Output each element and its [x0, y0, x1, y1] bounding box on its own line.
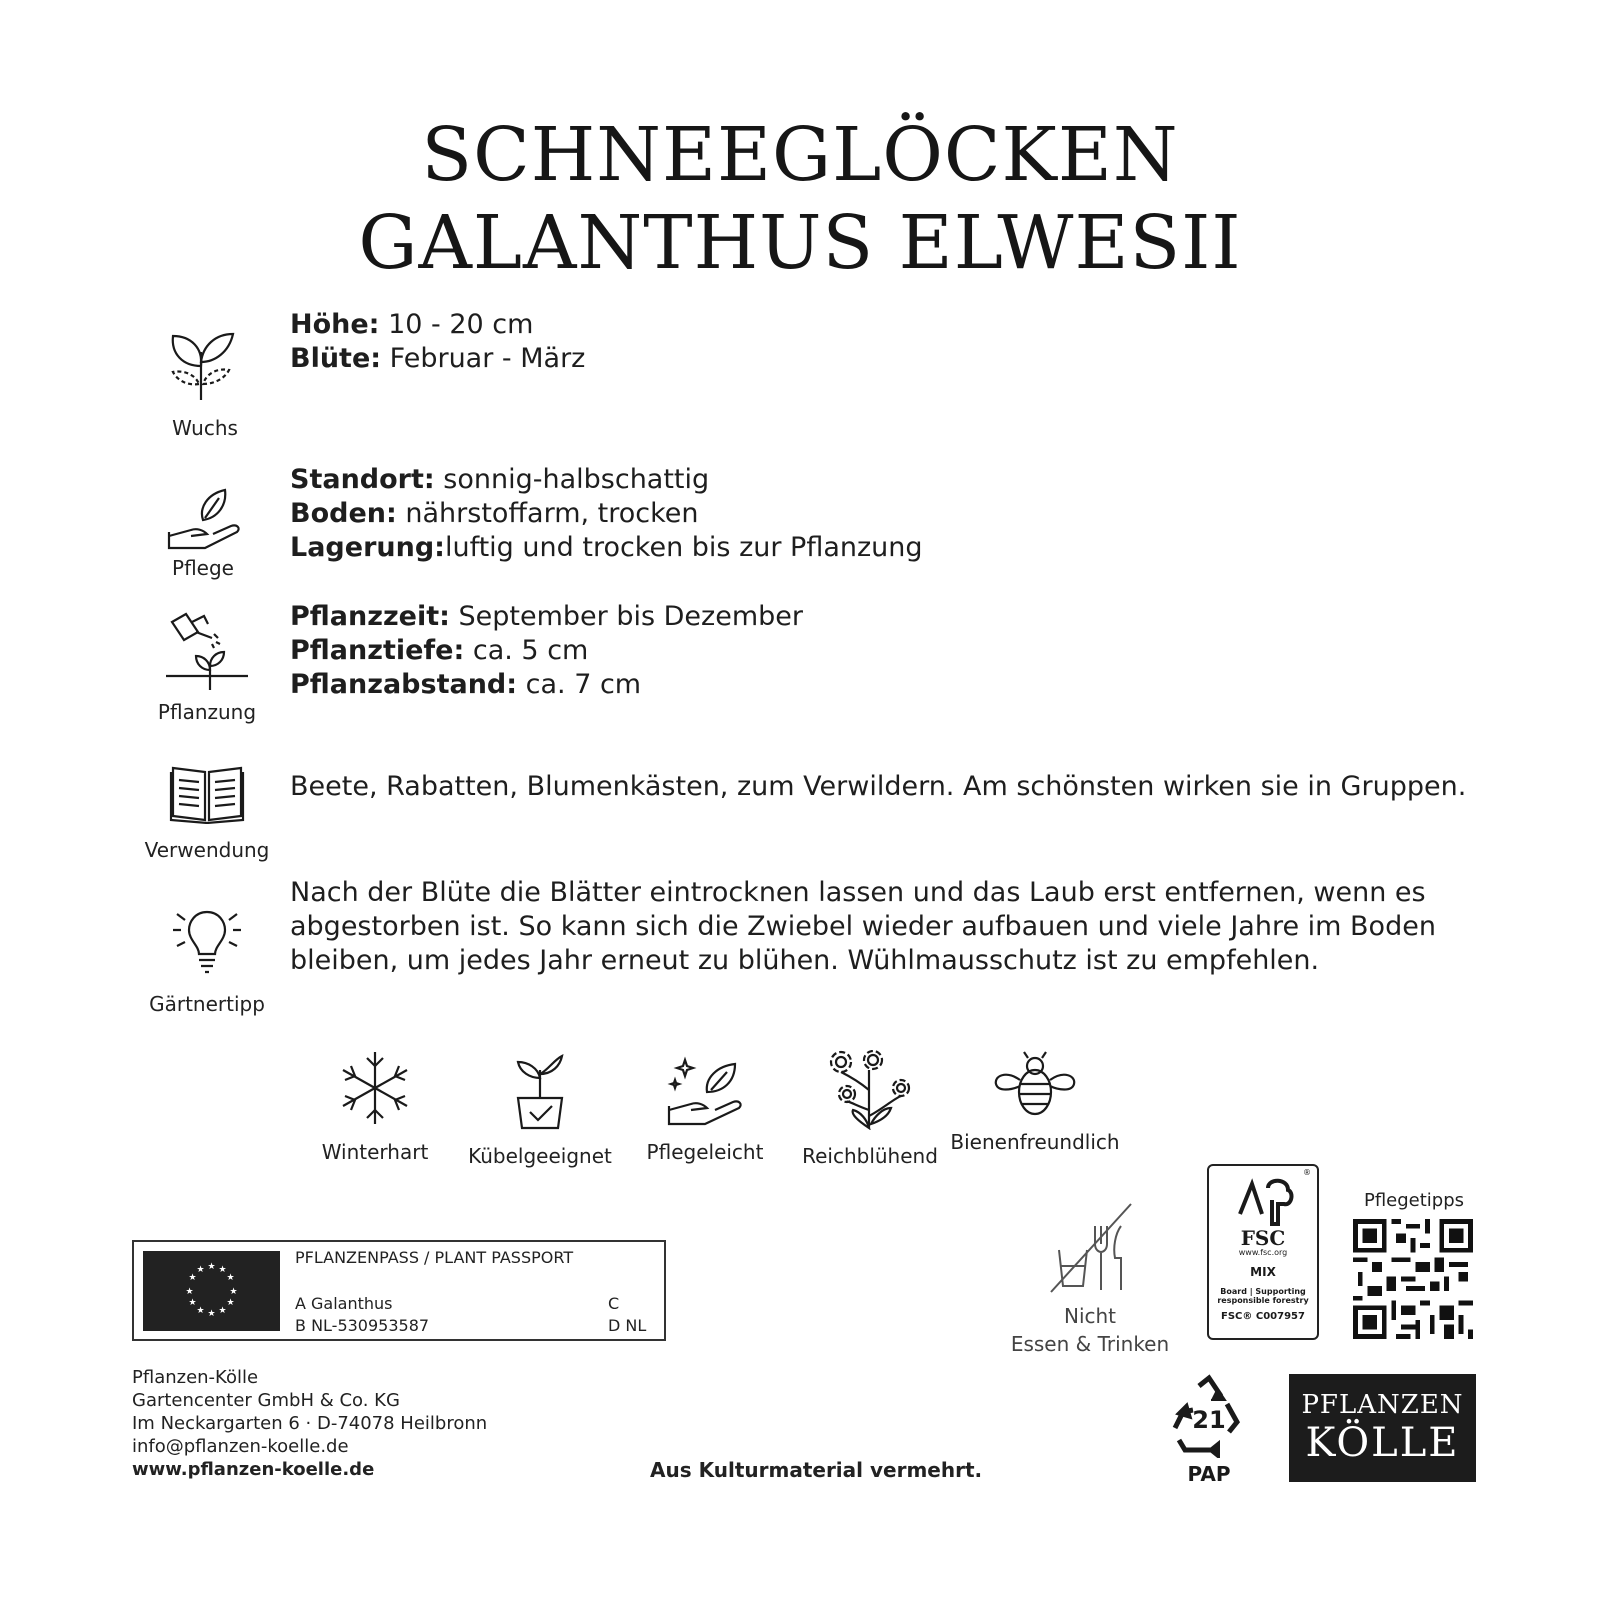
text-line: Nach der Blüte die Blätter eintrocknen lassen und das Laub erst entfernen, wenn es	[290, 877, 1426, 908]
text-line: abgestorben ist. So kann sich die Zwiebel wieder aufbauen und viele Jahre im Boden	[290, 911, 1436, 942]
info-row	[290, 308, 585, 342]
not-edible-line1: Nicht	[1063, 1304, 1117, 1328]
passport-a: A Galanthus	[295, 1294, 393, 1313]
info-key: Lagerung:	[290, 532, 445, 563]
eu-star: ★	[218, 1265, 227, 1275]
section-wuchs-icon-box	[130, 322, 280, 440]
page-title-line1: SCHNEEGLÖCKEN	[421, 112, 1179, 198]
info-value: 10 - 20 cm	[379, 309, 534, 340]
info-row	[290, 600, 803, 634]
fsc-line1: Board | Supporting	[1220, 1287, 1306, 1296]
eu-star: ★	[196, 1265, 205, 1275]
fsc-label	[1207, 1164, 1319, 1340]
info-key: Pflanzzeit:	[290, 601, 450, 632]
hand-leaf-icon	[161, 484, 245, 550]
info-key: Pflanztiefe:	[290, 635, 465, 666]
info-value: ca. 5 cm	[464, 635, 589, 666]
feature-label: Bienenfreundlich	[950, 1130, 1120, 1154]
section-pflanzung-info	[290, 600, 803, 702]
not-edible-line2: Essen & Trinken	[1010, 1332, 1170, 1356]
info-key: Boden:	[290, 498, 397, 529]
eu-star: ★	[218, 1306, 227, 1316]
info-value: ca. 7 cm	[517, 669, 642, 700]
eu-star: ★	[207, 1309, 216, 1319]
section-wuchs-info	[290, 308, 585, 376]
passport-c: C	[608, 1294, 620, 1313]
recycling-number: 21	[1192, 1406, 1226, 1434]
eu-star: ★	[226, 1298, 235, 1308]
fsc-mix: MIX	[1250, 1265, 1276, 1279]
info-key: Blüte:	[290, 343, 382, 374]
info-row	[290, 668, 803, 702]
section-pflege-label: Pflege	[172, 556, 234, 580]
eu-star: ★	[196, 1306, 205, 1316]
pot-check-icon	[510, 1050, 570, 1130]
info-value: luftig und trocken bis zur Pflanzung	[444, 532, 923, 563]
feature-label: Winterhart	[321, 1140, 429, 1164]
info-row	[290, 342, 585, 376]
fsc-line2: responsible forestry	[1217, 1296, 1309, 1305]
fsc-tree-icon	[1228, 1174, 1298, 1228]
feature-label: Kübelgeeignet	[468, 1144, 612, 1168]
feature-bienenfreundlich	[950, 1050, 1120, 1154]
feature-pflegeleicht	[620, 1050, 790, 1164]
info-row	[290, 497, 923, 531]
qr-code[interactable]	[1353, 1219, 1473, 1339]
section-pflanzung-icon-box	[132, 612, 282, 724]
fsc-registered: ®	[1303, 1168, 1311, 1177]
fsc-brand: FSC	[1240, 1226, 1286, 1250]
qr-label: Pflegetipps	[1363, 1190, 1465, 1211]
feature-reichbluehend	[785, 1050, 955, 1168]
feature-label: Reichblühend	[802, 1144, 938, 1168]
hand-sparkle-icon	[665, 1050, 745, 1126]
fsc-code: FSC® C007957	[1221, 1311, 1305, 1322]
address-line: Im Neckargarten 6 · D-74078 Heilbronn	[132, 1413, 488, 1434]
eu-star: ★	[226, 1273, 235, 1283]
address-email[interactable]: info@pflanzen-koelle.de	[132, 1436, 349, 1457]
section-wuchs-label: Wuchs	[172, 416, 238, 440]
info-row	[290, 463, 923, 497]
passport-b: B NL-530953587	[295, 1316, 430, 1335]
address-line: Pflanzen-Kölle	[132, 1367, 259, 1388]
eu-star: ★	[207, 1262, 216, 1272]
section-gaertnertipp-label: Gärtnertipp	[149, 992, 265, 1016]
passport-header: PFLANZENPASS / PLANT PASSPORT	[295, 1248, 574, 1267]
section-pflege-info	[290, 463, 923, 565]
eu-star: ★	[229, 1287, 238, 1297]
brand-logo-line2: KÖLLE	[1305, 1420, 1460, 1466]
info-value: nährstoffarm, trocken	[396, 498, 699, 529]
watering-can-icon	[162, 612, 252, 692]
snowflake-icon	[337, 1050, 413, 1126]
eu-star: ★	[188, 1298, 197, 1308]
eu-star: ★	[185, 1287, 194, 1297]
eu-flag-icon	[143, 1251, 280, 1331]
address-line: Gartencenter GmbH & Co. KG	[132, 1390, 400, 1411]
flowers-icon	[827, 1050, 913, 1130]
no-eating-icon	[1045, 1200, 1135, 1296]
company-address	[132, 1366, 487, 1481]
info-value: Februar - März	[381, 343, 586, 374]
info-value: September bis Dezember	[449, 601, 803, 632]
info-row	[290, 531, 923, 565]
open-book-icon	[169, 764, 245, 824]
lightbulb-icon	[165, 906, 249, 974]
feature-kuebelgeeignet	[455, 1050, 625, 1168]
info-key: Pflanzabstand:	[290, 669, 518, 700]
passport-d: D NL	[608, 1316, 647, 1335]
bee-icon	[992, 1050, 1078, 1116]
recycling-symbol	[1163, 1374, 1255, 1492]
feature-label: Pflegeleicht	[646, 1140, 764, 1164]
plant-passport	[132, 1240, 666, 1341]
info-value: sonnig-halbschattig	[434, 464, 710, 495]
address-website[interactable]: www.pflanzen-koelle.de	[132, 1459, 375, 1480]
eu-star: ★	[188, 1273, 197, 1283]
page-title-line2: GALANTHUS ELWESII	[358, 200, 1242, 286]
section-verwendung-label: Verwendung	[144, 838, 270, 862]
plant-leaves-icon	[163, 322, 247, 402]
qr-code-icon	[1353, 1219, 1473, 1339]
section-gaertnertipp-text	[290, 876, 1436, 978]
info-row	[290, 634, 803, 668]
fsc-url: www.fsc.org	[1238, 1248, 1288, 1257]
section-gaertnertipp-icon-box	[132, 906, 282, 1016]
recycling-code: PAP	[1187, 1462, 1231, 1486]
section-verwendung-icon-box	[132, 764, 282, 862]
section-verwendung-text: Beete, Rabatten, Blumenkästen, zum Verwildern. Am schönsten wirken sie in Gruppen.	[290, 771, 1467, 802]
info-key: Höhe:	[290, 309, 380, 340]
brand-logo	[1289, 1374, 1476, 1482]
info-key: Standort:	[290, 464, 435, 495]
not-edible-block	[1005, 1200, 1175, 1356]
culture-note: Aus Kulturmaterial vermehrt.	[650, 1458, 983, 1482]
brand-logo-line1: PFLANZEN	[1301, 1390, 1464, 1420]
section-pflege-icon-box	[128, 484, 278, 580]
text-line: bleiben, um jedes Jahr erneut zu blühen. Wühlmausschutz ist zu empfehlen.	[290, 945, 1320, 976]
section-pflanzung-label: Pflanzung	[157, 700, 257, 724]
feature-winterhart	[290, 1050, 460, 1164]
